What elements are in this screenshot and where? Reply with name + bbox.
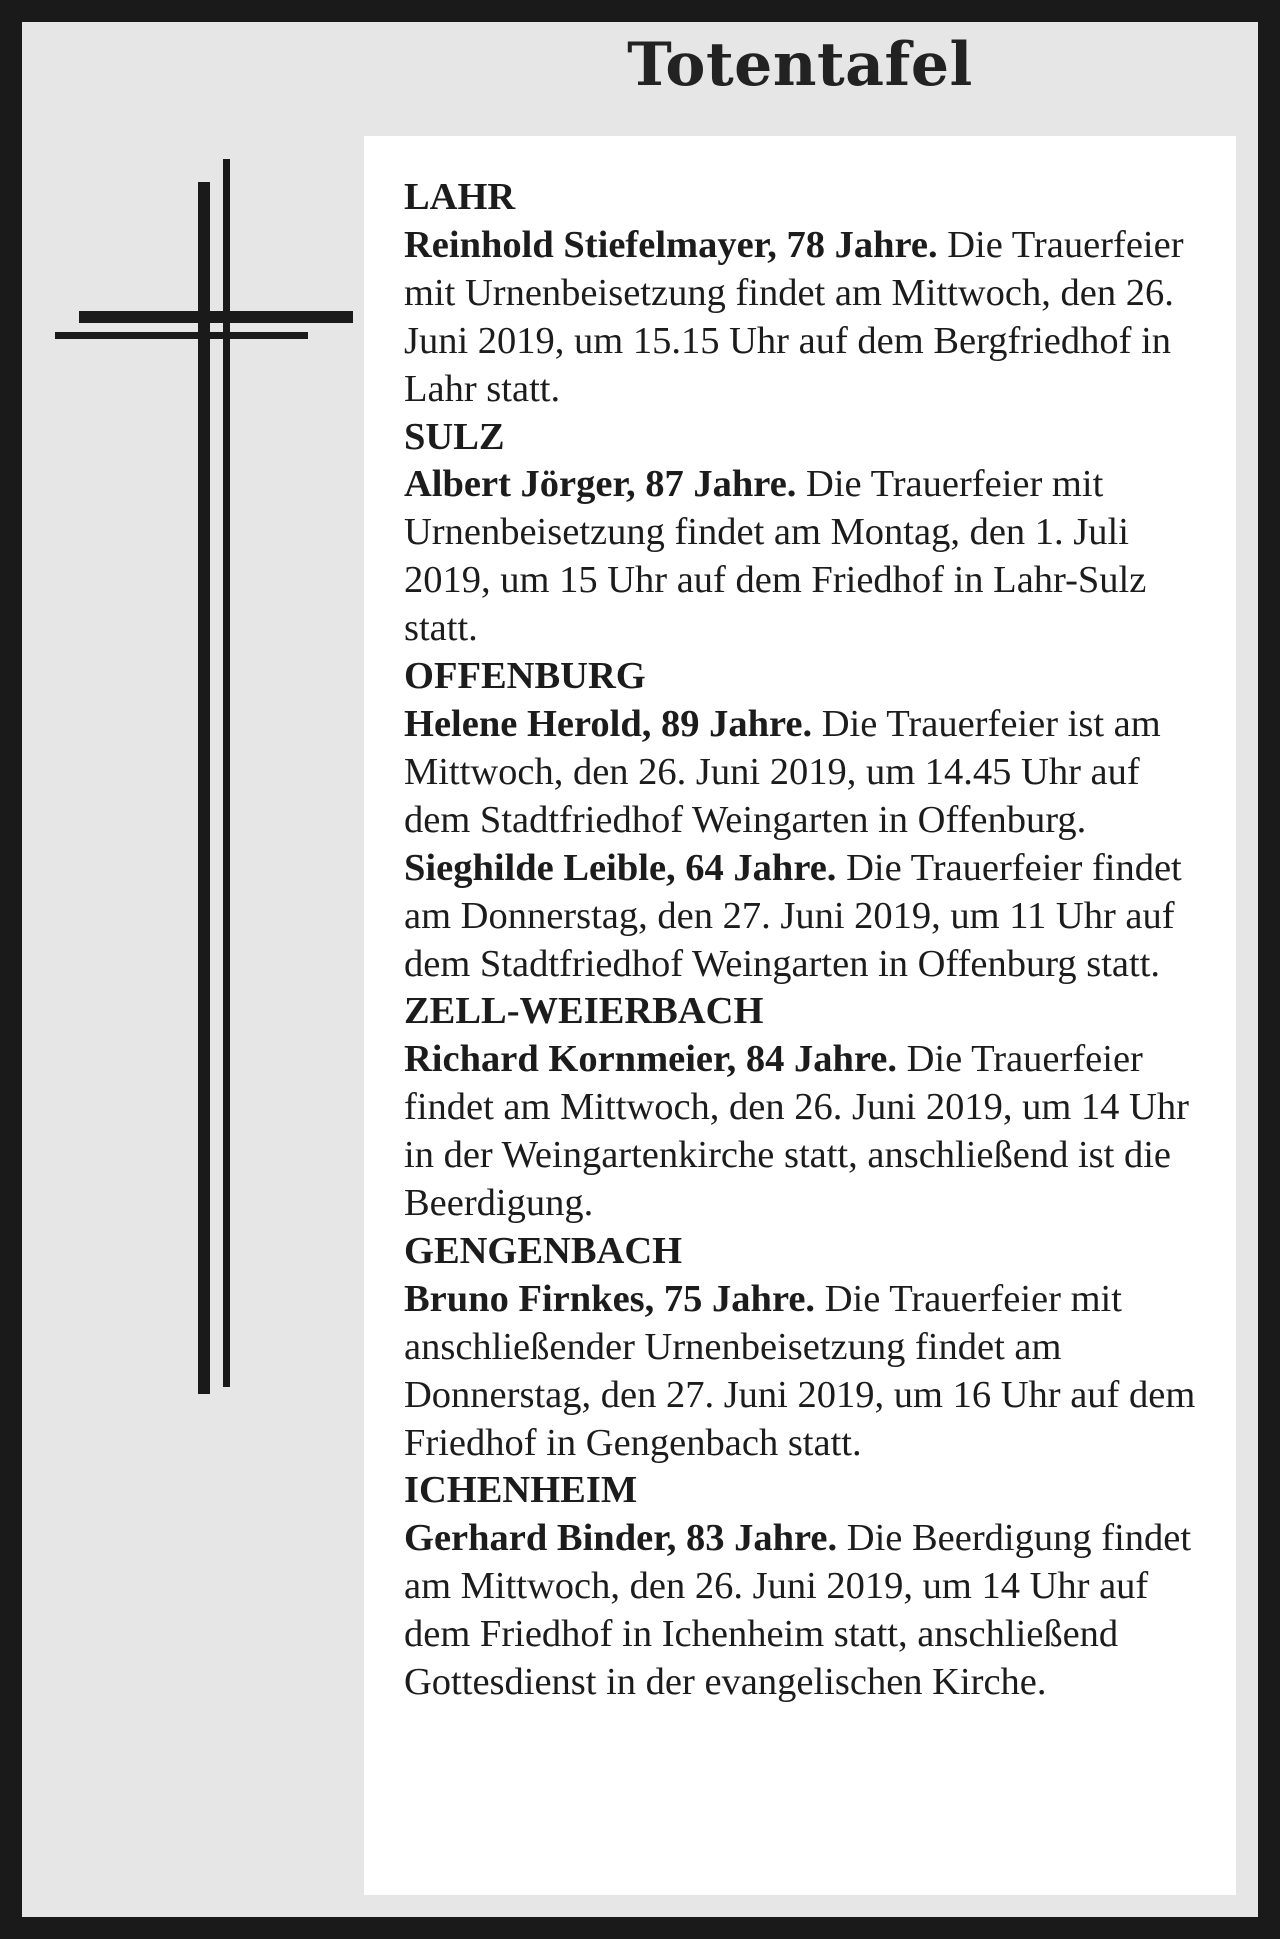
location-heading: LAHR <box>404 176 516 218</box>
obituary-list <box>364 136 1236 1895</box>
obituary-name: Helene Herold, 89 Jahre. <box>404 702 813 745</box>
obituary-name: Richard Kornmeier, 84 Jahre. <box>404 1038 897 1081</box>
obituary-name: Sieghilde Leible, 64 Jahre. <box>404 846 837 889</box>
obituary-details: Die Trauerfeier findet am Donnerstag, den 27. Juni 2019, um 11 Uhr auf dem Stadtfriedhof Weingarten in Offenburg statt. <box>404 846 1182 985</box>
location-heading: ICHENHEIM <box>404 1469 638 1512</box>
obituary-name: Gerhard Binder, 83 Jahre. <box>404 1517 838 1560</box>
cross-vertical-thick <box>198 182 210 1394</box>
obituary-name: Reinhold Stiefelmayer, 78 Jahre. <box>404 223 938 266</box>
cross-vertical-thin <box>223 159 230 1387</box>
cross-horizontal-thick <box>79 311 353 323</box>
obituary-entry <box>404 1276 1204 1468</box>
obituary-entry <box>404 1036 1204 1228</box>
obituary-details: Die Trauerfeier findet am Mittwoch, den 26. Juni 2019, um 14 Uhr in der Weingartenkirche statt, anschließend ist die Beerdigung. <box>404 1038 1189 1225</box>
obituary-entry <box>404 845 1204 989</box>
obituary-details: Die Trauerfeier mit Urnenbeisetzung findet am Montag, den 1. Juli 2019, um 15 Uhr auf dem Friedhof in Lahr-Sulz statt. <box>404 463 1147 650</box>
obituary-details: Die Beerdigung findet am Mittwoch, den 26. Juni 2019, um 14 Uhr auf dem Friedhof in Ichenheim statt, anschließend Gottesdienst in der evangelischen Kirche. <box>404 1517 1192 1704</box>
obituary-details: Die Trauerfeier mit Urnenbeisetzung findet am Mittwoch, den 26. Juni 2019, um 15.15 Uhr auf dem Bergfriedhof in Lahr statt. <box>404 223 1184 410</box>
obituary-entry <box>404 701 1204 845</box>
obituary-entry <box>404 1515 1204 1707</box>
location-heading: OFFENBURG <box>404 655 646 698</box>
cross-horizontal-thin <box>55 332 308 339</box>
obituary-entry <box>404 222 1204 414</box>
page-title: Totentafel <box>627 30 973 100</box>
location-heading: SULZ <box>404 415 505 458</box>
obituary-name: Bruno Firnkes, 75 Jahre. <box>404 1277 816 1320</box>
obituary-name: Albert Jörger, 87 Jahre. <box>404 463 797 506</box>
location-heading: ZELL-WEIERBACH <box>404 990 764 1033</box>
obituary-entry <box>404 461 1204 653</box>
obituary-details: Die Trauerfeier ist am Mittwoch, den 26. Juni 2019, um 14.45 Uhr auf dem Stadtfriedhof Weingarten in Offenburg. <box>404 702 1161 841</box>
location-heading: GENGENBACH <box>404 1229 683 1272</box>
cross-icon <box>22 22 382 1422</box>
obituary-text <box>404 174 1204 1707</box>
obituary-details: Die Trauerfeier mit anschließender Urnenbeisetzung findet am Donnerstag, den 27. Juni 2019, um 16 Uhr auf dem Friedhof in Gengenbach statt. <box>404 1277 1196 1464</box>
